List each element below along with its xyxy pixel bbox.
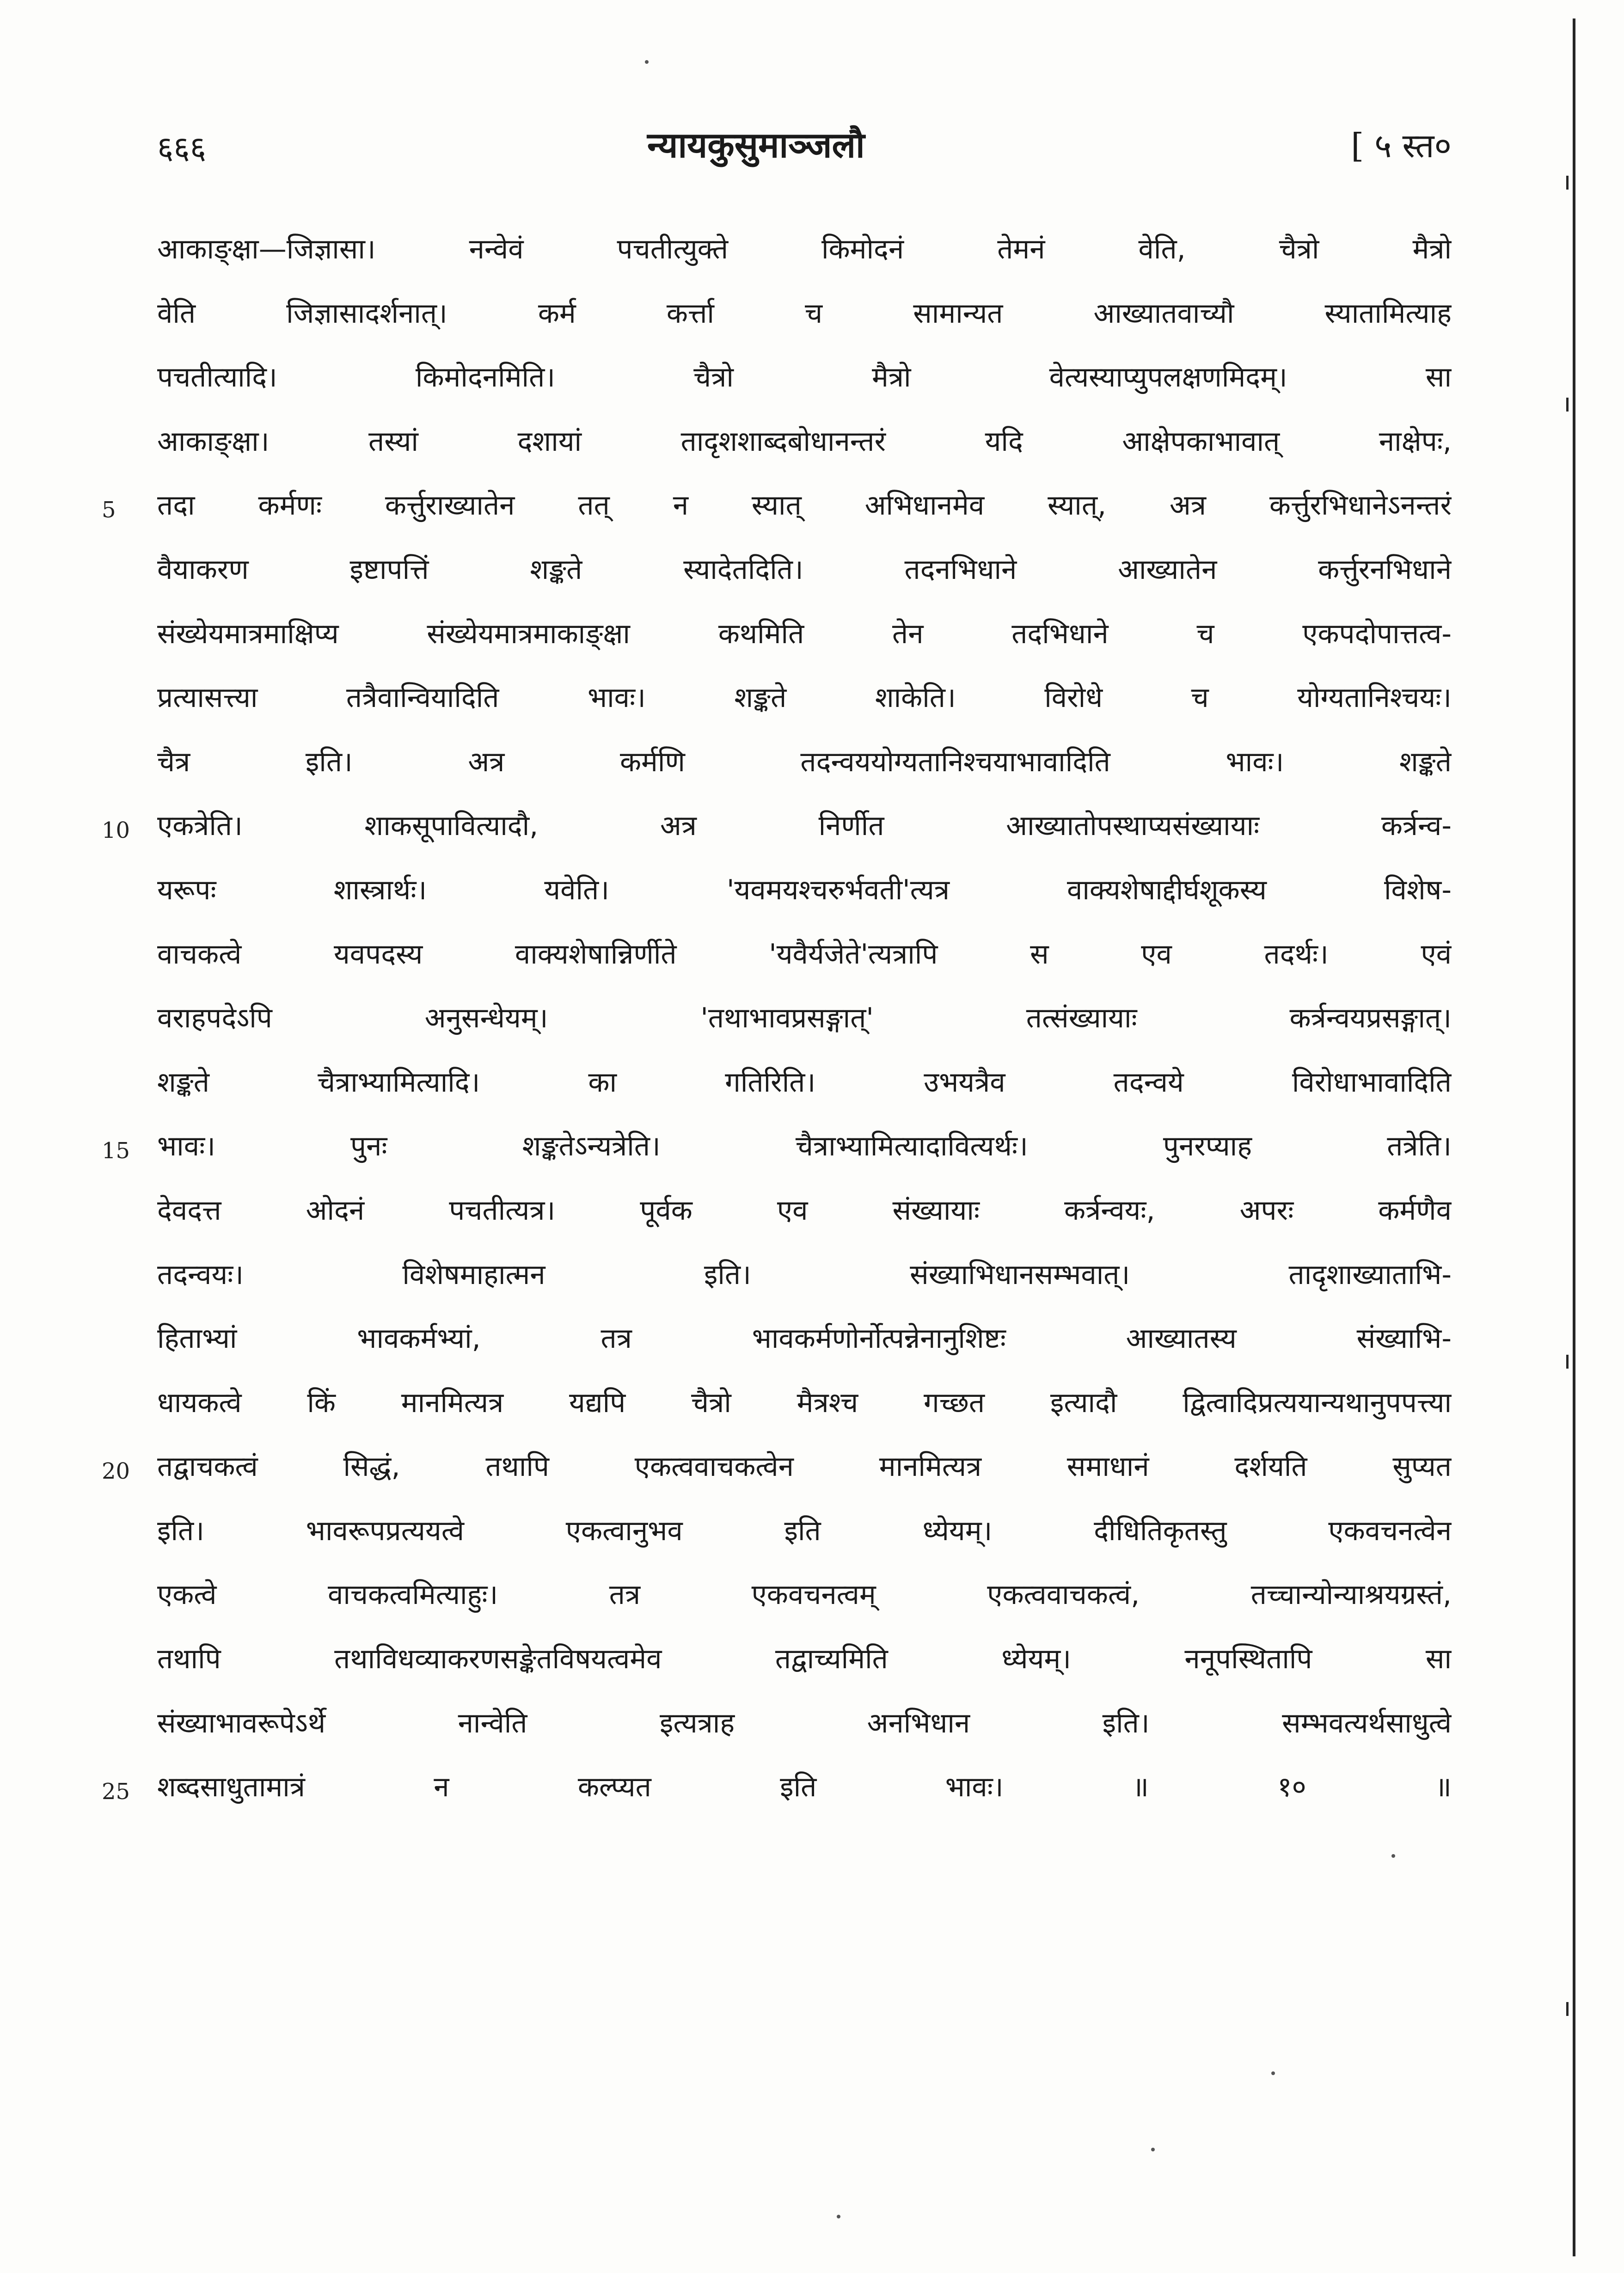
text-line: तथापि तथाविधव्याकरणसङ्केतविषयत्वमेव तद्वाच्यमिति ध्येयम्। ननूपस्थितापि सा [157, 1643, 1452, 1676]
commentary-text [157, 217, 1452, 1819]
text-line: वराहपदेऽपि अनुसन्धेयम्। 'तथाभावप्रसङ्गात्' तत्संख्यायाः कर्त्रन्वयप्रसङ्गात्। [157, 1002, 1452, 1035]
text-line: देवदत्त ओदनं पचतीत्यत्र। पूर्वक एव संख्यायाः कर्त्रन्वयः, अपरः कर्मणैव [157, 1194, 1452, 1227]
text-line: हिताभ्यां भावकर्मभ्यां, तत्र भावकर्मणोर्नोत्पन्नेनानुशिष्टः आख्यातस्य संख्याभि- [157, 1322, 1452, 1355]
line-number-20: 20 [102, 1458, 130, 1484]
text-line: प्रत्यासत्त्या तत्रैवान्वियादिति भावः। शङ्कते शाकेति। विरोधे च योग्यतानिश्चयः। [157, 682, 1452, 714]
margin-tick [1566, 398, 1578, 412]
line-number-25: 25 [102, 1779, 130, 1805]
scan-speck [837, 2215, 840, 2218]
text-line: तदा कर्मणः कर्त्तुराख्यातेन तत् न स्यात् अभिधानमेव स्यात्, अत्र कर्त्तुरभिधानेऽनन्तरं [157, 489, 1452, 522]
text-line: संख्याभावरूपेऽर्थे नान्वेति इत्यत्राह अनभिधान इति। सम्भवत्यर्थसाधुत्वे [157, 1707, 1452, 1739]
line-number-15: 15 [102, 1138, 130, 1164]
text-line: संख्येयमात्रमाक्षिप्य संख्येयमात्रमाकाङ्क्षा कथमिति तेन तदभिधाने च एकपदोपात्तत्व- [157, 617, 1452, 650]
scan-speck [1271, 2071, 1275, 2075]
page-header [157, 120, 1452, 185]
scan-speck [1391, 1854, 1395, 1858]
text-line: तदन्वयः। विशेषमाहात्मन इति। संख्याभिधानसम्भवात्। तादृशाख्याताभि- [157, 1258, 1452, 1291]
text-line: वेति जिज्ञासादर्शनात्। कर्म कर्त्ता च सामान्यत आख्यातवाच्यौ स्यातामित्याह [157, 297, 1452, 330]
text-line: शङ्कते चैत्राभ्यामित्यादि। का गतिरिति। उभयत्रैव तदन्वये विरोधाभावादिति [157, 1066, 1452, 1099]
scan-speck [1151, 2148, 1155, 2151]
text-line: चैत्र इति। अत्र कर्मणि तदन्वययोग्यतानिश्चयाभावादिति भावः। शङ्कते [157, 745, 1452, 778]
text-line: एकत्रेति। शाकसूपावित्यादौ, अत्र निर्णीत आख्यातोपस्थाप्यसंख्यायाः कर्त्रन्व- [157, 810, 1452, 842]
line-number-10: 10 [102, 817, 130, 843]
line-number-5: 5 [102, 497, 116, 523]
margin-tick [1566, 1355, 1578, 1369]
text-line: यरूपः शास्त्रार्थः। यवेति। 'यवमयश्चरुर्भवती'त्यत्र वाक्यशेषाद्दीर्घशूकस्य विशेष- [157, 873, 1452, 906]
running-title: न्यायकुसुमाञ्जलौ [647, 124, 865, 166]
margin-tick [1566, 176, 1578, 190]
scan-margin-rule [1573, 18, 1575, 2256]
text-line: शब्दसाधुतामात्रं न कल्प्यत इति भावः। ॥ १० ॥ [157, 1771, 1452, 1804]
scan-speck [645, 60, 649, 64]
text-line: इति। भावरूपप्रत्ययत्वे एकत्वानुभव इति ध्येयम्। दीधितिकृतस्तु एकवचनत्वेन [157, 1514, 1452, 1547]
text-line: वैयाकरण इष्टापत्तिं शङ्कते स्यादेतदिति। तदनभिधाने आख्यातेन कर्त्तुरनभिधाने [157, 553, 1452, 586]
text-line: धायकत्वे किं मानमित्यत्र यद्यपि चैत्रो मैत्रश्च गच्छत इत्यादौ द्वित्वादिप्रत्ययान्यथानुपपत्त्या [157, 1386, 1452, 1419]
margin-tick [1566, 2002, 1578, 2016]
text-line: वाचकत्वे यवपदस्य वाक्यशेषान्निर्णीते 'यवैर्यजेते'त्यत्रापि स एव तदर्थः। एवं [157, 938, 1452, 971]
text-line: आकाङ्क्षा—जिज्ञासा। नन्वेवं पचतीत्युक्ते किमोदनं तेमनं वेति, चैत्रो मैत्रो [157, 233, 1452, 265]
text-line: पचतीत्यादि। किमोदनमिति। चैत्रो मैत्रो वेत्यस्याप्युपलक्षणमिदम्। सा [157, 361, 1452, 394]
text-line: आकाङ्क्षा। तस्यां दशायां तादृशशाब्दबोधानन्तरं यदि आक्षेपकाभावात् नाक्षेपः, [157, 425, 1452, 458]
page-number: ६६६ [157, 130, 207, 166]
text-line: भावः। पुनः शङ्कतेऽन्यत्रेति। चैत्राभ्यामित्यादावित्यर्थः। पुनरप्याह तत्रेति। [157, 1130, 1452, 1163]
text-line: तद्वाचकत्वं सिद्धं, तथापि एकत्ववाचकत्वेन मानमित्यत्र समाधानं दर्शयति सुप्यत [157, 1450, 1452, 1483]
section-marker: [ ५ स्त० [1351, 126, 1452, 165]
text-line: एकत्वे वाचकत्वमित्याहुः। तत्र एकवचनत्वम् एकत्ववाचकत्वं, तच्चान्योन्याश्रयग्रस्तं, [157, 1579, 1452, 1611]
